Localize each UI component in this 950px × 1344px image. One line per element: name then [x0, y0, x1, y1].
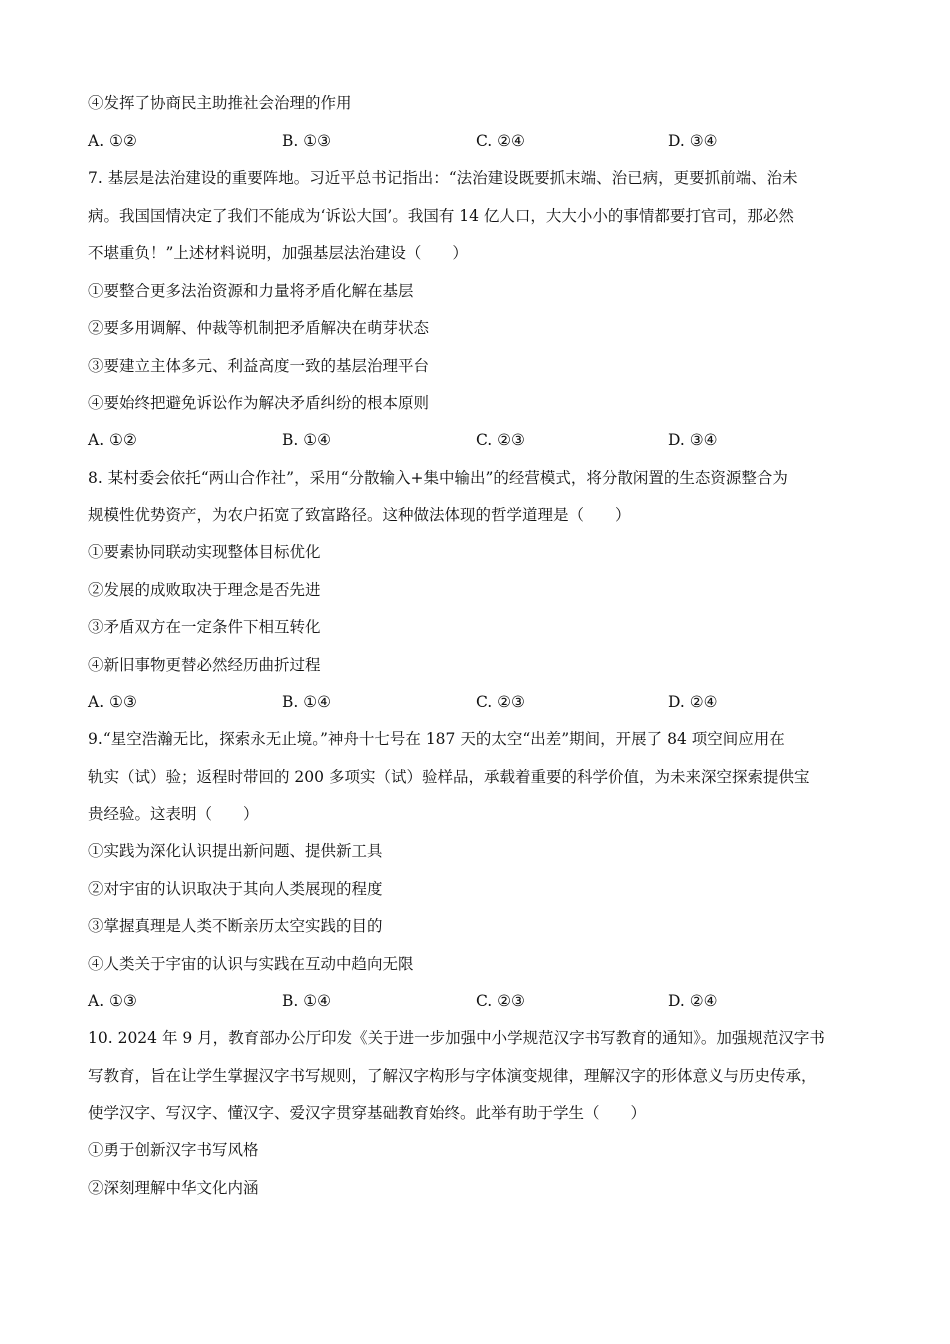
q9-stem-line-2: 轨实（试）验；返程时带回的 200 多项实（试）验样品，承载着重要的科学价值，为未来深空探索提供宝 [88, 768, 810, 786]
q7-option-a: A. ①② [88, 431, 137, 449]
q8-option-a: A. ①③ [88, 693, 137, 711]
q8-stem-line-1: 8. 某村委会依托“两山合作社”，采用“分散输入+集中输出”的经营模式，将分散闲置的生态资源整合为 [88, 469, 788, 487]
q9-option-d: D. ②④ [668, 992, 718, 1010]
q7-stem-line-3: 不堪重负！”上述材料说明，加强基层法治建设（ ） [88, 244, 468, 262]
q9-option-b: B. ①④ [282, 992, 332, 1010]
q9-item-4: ④人类关于宇宙的认识与实践在互动中趋向无限 [88, 955, 414, 973]
q7-option-b: B. ①④ [282, 431, 332, 449]
q7-item-2: ②要多用调解、仲裁等机制把矛盾解决在萌芽状态 [88, 319, 430, 337]
q8-item-1: ①要素协同联动实现整体目标优化 [88, 543, 321, 561]
q8-option-c: C. ②③ [476, 693, 525, 711]
q7-item-1: ①要整合更多法治资源和力量将矛盾化解在基层 [88, 282, 414, 300]
q9-option-a: A. ①③ [88, 992, 137, 1010]
q7-option-c: C. ②③ [476, 431, 525, 449]
q8-option-b: B. ①④ [282, 693, 332, 711]
prev-item-4: ④发挥了协商民主助推社会治理的作用 [88, 94, 352, 112]
q9-option-c: C. ②③ [476, 992, 525, 1010]
q10-item-1: ①勇于创新汉字书写风格 [88, 1141, 259, 1159]
q8-item-3: ③矛盾双方在一定条件下相互转化 [88, 618, 321, 636]
q9-stem-line-1: 9.“星空浩瀚无比，探索永无止境。”神舟十七号在 187 天的太空“出差”期间，开展了 84 项空间应用在 [88, 730, 785, 748]
q8-option-d: D. ②④ [668, 693, 718, 711]
q7-item-3: ③要建立主体多元、利益高度一致的基层治理平台 [88, 357, 430, 375]
q9-item-2: ②对宇宙的认识取决于其向人类展现的程度 [88, 880, 383, 898]
q8-item-2: ②发展的成败取决于理念是否先进 [88, 581, 321, 599]
prev-option-a: A. ①② [88, 132, 137, 150]
q7-stem-line-1: 7. 基层是法治建设的重要阵地。习近平总书记指出：“法治建设既要抓末端、治已病，更要抓前端、治未 [88, 169, 798, 187]
q9-stem-line-3: 贵经验。这表明（ ） [88, 805, 259, 823]
prev-option-d: D. ③④ [668, 132, 718, 150]
q10-stem-line-1: 10. 2024 年 9 月，教育部办公厅印发《关于进一步加强中小学规范汉字书写教育的通知》。加强规范汉字书 [88, 1029, 825, 1047]
q8-item-4: ④新旧事物更替必然经历曲折过程 [88, 656, 321, 674]
q7-option-d: D. ③④ [668, 431, 718, 449]
q10-stem-line-2: 写教育，旨在让学生掌握汉字书写规则，了解汉字构形与字体演变规律，理解汉字的形体意义与历史传承， [88, 1067, 817, 1085]
q9-item-3: ③掌握真理是人类不断亲历太空实践的目的 [88, 917, 383, 935]
prev-option-b: B. ①③ [282, 132, 332, 150]
q10-item-2: ②深刻理解中华文化内涵 [88, 1179, 259, 1197]
q9-item-1: ①实践为深化认识提出新问题、提供新工具 [88, 842, 383, 860]
q8-stem-line-2: 规模性优势资产，为农户拓宽了致富路径。这种做法体现的哲学道理是（ ） [88, 506, 631, 524]
prev-option-c: C. ②④ [476, 132, 525, 150]
q7-stem-line-2: 病。我国国情决定了我们不能成为‘诉讼大国’。我国有 14 亿人口，大大小小的事情都要打官司，那必然 [88, 207, 794, 225]
q10-stem-line-3: 使学汉字、写汉字、懂汉字、爱汉字贯穿基础教育始终。此举有助于学生（ ） [88, 1104, 647, 1122]
q7-item-4: ④要始终把避免诉讼作为解决矛盾纠纷的根本原则 [88, 394, 430, 412]
